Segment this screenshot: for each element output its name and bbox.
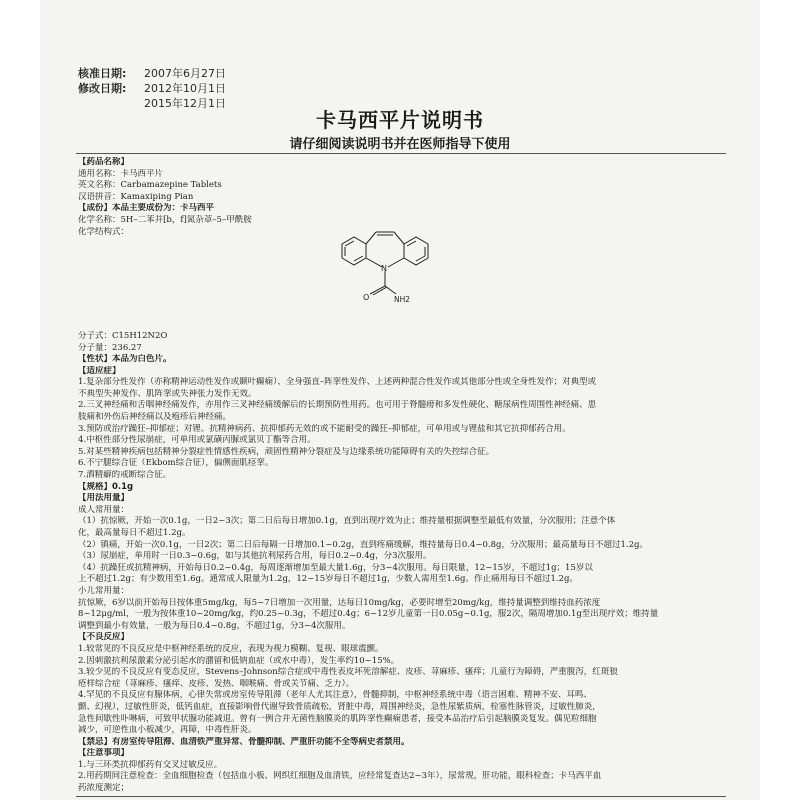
text-line: 化，最高量每日不超过1.2g。 xyxy=(78,528,191,538)
text-line: 急性间歇性卟啉病，可致甲状腺功能减退。曾有一例合并无菌性脑膜炎的肌阵挛性癫痫患者，接受本品治疗后引起脑膜炎复发。偶见粒细胞 xyxy=(78,713,597,724)
chemical-structure xyxy=(330,214,440,306)
section-heading: 【成份】本品主要成份为：卡马西平 xyxy=(78,203,215,214)
text-line: （1）抗惊厥，开始一次0.1g，一日2~3次；第二日后每日增加0.1g，直到出现疗效为止；维持量根据调整至最低有效量，分次服用；注意个体 xyxy=(78,516,616,527)
text-line: 汉语拼音：Kamaxiping Pian xyxy=(78,191,194,202)
text-line: 4.罕见的不良反应有腺体病，心律失常或房室传导阻滞（老年人尤其注意），骨髓抑制，中枢神经系统中毒（语言困难、精神不安、耳鸣、 xyxy=(78,690,592,701)
text-line xyxy=(78,319,726,331)
section-heading: 【性状】本品为白色片。 xyxy=(78,354,172,365)
text-line: 2.因刺激抗利尿激素分泌引起水的潴留和低钠血症（或水中毒），发生率约10~15%。 xyxy=(78,655,400,666)
approval-date-value: 2007年6月27日 xyxy=(144,67,226,80)
document-title: 卡马西平片说明书 xyxy=(316,108,484,132)
text-line: 1.与三环类抗抑郁药有交叉过敏反应。 xyxy=(78,759,223,770)
section-heading: 【禁忌】有房室传导阻滞、血清铁严重异常、骨髓抑制、严重肝功能不全等病史者禁用。 xyxy=(78,736,410,747)
text-line: （2）镇痛，开始一次0.1g，一日2次；第二日后每隔一日增加0.1~0.2g，直到疼痛缓解，维持量每日0.4~0.8g，分次服用；最高量每日不超过1.2g。 xyxy=(78,539,648,550)
leaflet-page xyxy=(40,0,760,800)
text-line: 减少，可逆性血小板减少，再障，中毒性肝炎。 xyxy=(78,725,257,736)
text-line: 6.不宁腿综合征（Ekbom综合征），偏侧面肌痉挛。 xyxy=(78,458,274,469)
text-line: 3.预防或治疗躁狂–抑郁症；对锂、抗精神病药、抗抑郁药无效的或不能耐受的躁狂–抑郁症，可单用或与锂盐和其它抗抑郁药合用。 xyxy=(78,423,571,434)
section-heading: 【不良反应】 xyxy=(78,632,130,643)
text-line: 4.中枢性部分性尿崩症，可单用或氯磺丙脲或氯贝丁酯等合用。 xyxy=(78,435,316,446)
text-line: 2.三叉神经痛和舌咽神经痛发作，亦用作三叉神经痛缓解后的长期预防性用药。也可用于脊髓痨和多发性硬化、糖尿病性周围性神经痛、患 xyxy=(78,400,597,411)
section-heading: 【适应症】 xyxy=(78,365,121,376)
text-line: 抗惊厥，6岁以前开始每日按体重5mg/kg，每5~7日增加一次用量，达每日10mg/kg，必要时增至20mg/kg，维持量调整到维持血药浓度 xyxy=(78,597,601,608)
top-divider xyxy=(76,153,726,154)
text-line: 不典型失神发作、肌阵挛或失神张力发作无效。 xyxy=(78,388,257,399)
amine-label: NH2 xyxy=(394,295,411,304)
text-line: 5.对某些精神疾病包括精神分裂症性情感性疾病，顽固性精神分裂症及与边缘系统功能障碍有关的失控综合征。 xyxy=(78,446,495,457)
text-line: 小儿常用量： xyxy=(78,585,130,596)
revision-date-label: 修改日期: xyxy=(78,82,127,95)
section-heading: 【用法用量】 xyxy=(78,493,130,504)
revision-date-value-2: 2015年12月1日 xyxy=(144,97,226,110)
oxygen-label: O xyxy=(363,293,370,302)
text-line: 成人常用量： xyxy=(78,504,130,515)
text-line: 1.较常见的不良反应是中枢神经系统的反应，表现为视力模糊、复视、眼球震颤。 xyxy=(78,643,384,654)
approval-date-row xyxy=(78,66,226,81)
carbamazepine-structure-diagram xyxy=(330,214,440,306)
text-line: 化学名称：5H–二苯并[b，f]氮杂䓬–5–甲酰胺 xyxy=(78,214,252,225)
text-line: 上不超过1.2g；有少数用至1.6g。通常成人限量为1.2g，12~15岁每日不超过1g，少数人需用至1.6g。作止痛用每日不超过1.2g。 xyxy=(78,574,578,585)
revision-date-row xyxy=(78,81,226,96)
text-line: 颤、幻视），过敏性肝炎，低钙血症，直接影响骨代谢导致骨质疏松，肾脏中毒，周围神经炎，急性尿紫质病，栓塞性脉管炎，过敏性肺炎， xyxy=(78,701,601,712)
text-line: 通用名称：卡马西平片 xyxy=(78,168,164,179)
text-line: 2.用药期间注意检查：全血细胞检查（包括血小板、网织红细胞及血清铁，应经常复查达2~3年），尿常规，肝功能，眼科检查；卡马西平血 xyxy=(78,771,602,782)
text-line: （3）尿崩症，单用时一日0.3~0.6g，如与其他抗利尿药合用，每日0.2~0.4g，分3次服用。 xyxy=(78,551,432,562)
text-line: 疮样综合症（荨麻疹、瘙痒、皮疹、发热、咽喉痛、骨或关节痛、乏力）。 xyxy=(78,678,355,689)
bottom-edge xyxy=(76,796,726,797)
text-line: 化学结构式： xyxy=(78,226,130,237)
section-heading: 【注意事项】 xyxy=(78,748,130,759)
text-line: 调整到最小有效量，一般为每日0.4~0.8g，不超过1g，分3~4次服用。 xyxy=(78,620,351,631)
section-heading: 【药品名称】 xyxy=(78,157,130,167)
text-line xyxy=(78,308,726,320)
text-line: 1.复杂部分性发作（亦称精神运动性发作或颞叶癫痫）、全身强直–阵挛性发作、上述两种混合性发作或其他部分性或全身性发作；对典型或 xyxy=(78,377,597,388)
text-line: 8~12μg/ml，一般为按体重10~20mg/kg，约0.25~0.3g，不超过0.4g；6~12岁儿童第一日0.05g~0.1g，服2次，隔周增加0.1g至出现疗效；维持量 xyxy=(78,609,659,620)
text-line: 7.酒精癖的戒断综合征。 xyxy=(78,470,172,481)
revision-date-value-1: 2012年10月1日 xyxy=(144,82,226,95)
text-line: 药浓度测定； xyxy=(78,783,130,794)
text-line: 英文名称：Carbamazepine Tablets xyxy=(78,180,222,191)
approval-date-label: 核准日期: xyxy=(78,67,127,80)
document-subtitle: 请仔细阅读说明书并在医师指导下使用 xyxy=(289,137,511,152)
nitrogen-label: N xyxy=(381,264,387,273)
text-line: 3.较少见的不良反应有变态反应，Stevens–Johnson综合症或中毒性表皮坏死溶解症、皮疹、荨麻疹、瘙痒；儿童行为障碍，严重腹泻，红斑狼 xyxy=(78,667,618,678)
text-line: 肢痛和外伤后神经痛以及疱疹后神经痛。 xyxy=(78,412,232,423)
text-line: 分子式：C15H12N2O xyxy=(78,330,168,341)
section-heading: 【规格】0.1g xyxy=(78,481,134,492)
text-line: 分子量：236.27 xyxy=(78,342,142,353)
text-line: （4）抗躁狂或抗精神病，开始每日0.2~0.4g，每周逐渐增加至最大量1.6g，分3~4次服用。每日限量，12~15岁，不超过1g；15岁以 xyxy=(78,562,593,573)
